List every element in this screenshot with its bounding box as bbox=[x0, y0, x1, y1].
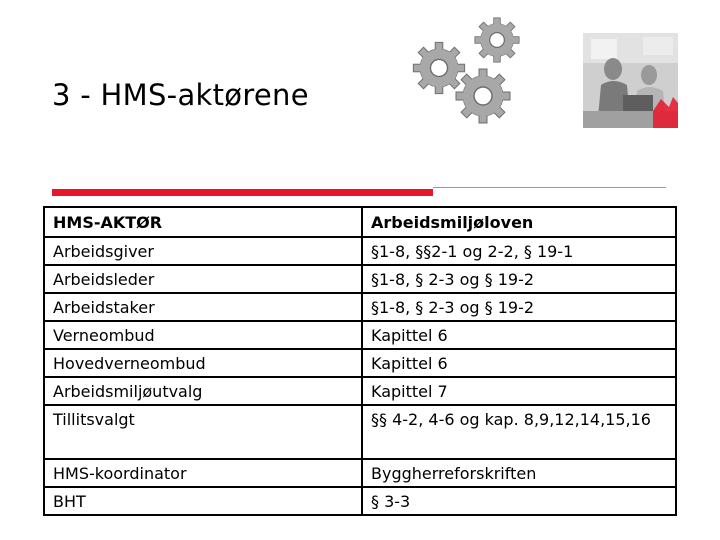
actor-cell: Hovedverneombud bbox=[44, 349, 362, 377]
table-row bbox=[44, 293, 676, 321]
actor-cell: Tillitsvalgt bbox=[44, 405, 362, 459]
column-header-law: Arbeidsmiljøloven bbox=[362, 207, 676, 237]
actor-cell: Arbeidsgiver bbox=[44, 237, 362, 265]
accent-red-rule bbox=[52, 189, 433, 196]
law-cell: §§ 4-2, 4-6 og kap. 8,9,12,14,15,16 bbox=[362, 405, 676, 459]
actor-cell: Arbeidstaker bbox=[44, 293, 362, 321]
table-header-row bbox=[44, 207, 676, 237]
table-row bbox=[44, 265, 676, 293]
hms-table bbox=[43, 206, 677, 516]
table-row bbox=[44, 405, 676, 459]
table-row bbox=[44, 377, 676, 405]
law-cell: §1-8, § 2-3 og § 19-2 bbox=[362, 265, 676, 293]
table-row bbox=[44, 321, 676, 349]
page-title: 3 - HMS-aktørene bbox=[52, 78, 309, 112]
actor-cell: Arbeidsleder bbox=[44, 265, 362, 293]
office-photo bbox=[583, 33, 678, 128]
law-cell: § 3-3 bbox=[362, 487, 676, 515]
column-header-actor: HMS-AKTØR bbox=[44, 207, 362, 237]
law-cell: §1-8, §§2-1 og 2-2, § 19-1 bbox=[362, 237, 676, 265]
law-cell: §1-8, § 2-3 og § 19-2 bbox=[362, 293, 676, 321]
law-cell: Kapittel 7 bbox=[362, 377, 676, 405]
table-row bbox=[44, 237, 676, 265]
actor-cell: Verneombud bbox=[44, 321, 362, 349]
table-row bbox=[44, 487, 676, 515]
actor-cell: BHT bbox=[44, 487, 362, 515]
law-cell: Byggherreforskriften bbox=[362, 459, 676, 487]
law-cell: Kapittel 6 bbox=[362, 349, 676, 377]
table-row bbox=[44, 349, 676, 377]
actor-cell: Arbeidsmiljøutvalg bbox=[44, 377, 362, 405]
divider-line bbox=[433, 187, 666, 188]
law-cell: Kapittel 6 bbox=[362, 321, 676, 349]
actor-cell: HMS-koordinator bbox=[44, 459, 362, 487]
table-row bbox=[44, 459, 676, 487]
gears-icon bbox=[405, 10, 525, 130]
